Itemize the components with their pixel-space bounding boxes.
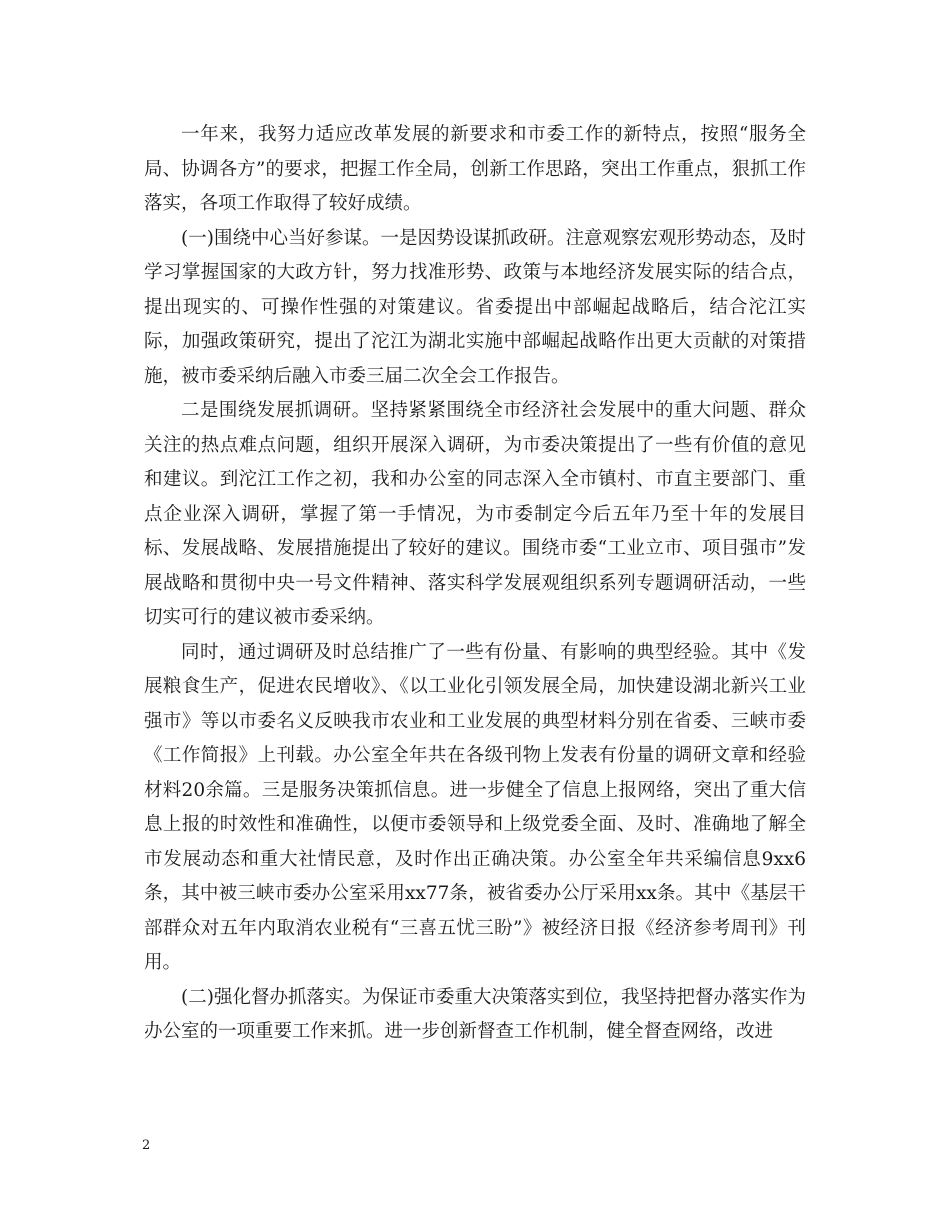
paragraph-intro: 一年来，我努力适应改革发展的新要求和市委工作的新特点，按照“服务全局、协调各方”的要求，把握工作全局，创新工作思路，突出工作重点，狠抓工作落实，各项工作取得了较好成绩。 (144, 124, 806, 214)
paragraph-experience: 同时，通过调研及时总结推广了一些有份量、有影响的典型经验。其中《发展粮食生产，促进农民增收》、《以工业化引领发展全局，加快建设湖北新兴工业强市》等以市委名义反映我市农业和工业发展的典型材料分别在省委、三峡市委《工作简报》上刊载。办公室全年共在各级刊物上发表有份量的调研文章和经验材料20余篇。三是服务决策抓信息。进一步健全了信息上报网络，突出了重大信息上报的时效性和准确性，以便市委领导和上级党委全面、及时、准确地了解全市发展动态和重大社情民意，及时作出正确决策。办公室全年共采编信息9xx6条，其中被三峡市委办公室采用xx77条，被省委办公厅采用xx条。其中《基层干部群众对五年内取消农业税有“三喜五忧三盼”》被经济日报《经济参考周刊》刊用。 (144, 641, 806, 973)
paragraph-section-one: (一)围绕中心当好参谋。一是因势设谋抓政研。注意观察宏观形势动态，及时学习掌握国家的大政方针，努力找准形势、政策与本地经济发展实际的结合点，提出现实的、可操作性强的对策建议。省委提出中部崛起战略后，结合沱江实际，加强政策研究，提出了沱江为湖北实施中部崛起战略作出更大贡献的对策措施，被市委采纳后融入市委三届二次全会工作报告。 (144, 227, 806, 387)
page-number: 2 (142, 1138, 151, 1153)
document-body (144, 118, 806, 1050)
paragraph-section-two: (二)强化督办抓落实。为保证市委重大决策落实到位，我坚持把督办落实作为办公室的一项重要工作来抓。进一步创新督查工作机制，健全督查网络，改进 (144, 986, 806, 1042)
paragraph-research: 二是围绕发展抓调研。坚持紧紧围绕全市经济社会发展中的重大问题、群众关注的热点难点问题，组织开展深入调研，为市委决策提出了一些有价值的意见和建议。到沱江工作之初，我和办公室的同志深入全市镇村、市直主要部门、重点企业深入调研，掌握了第一手情况，为市委制定今后五年乃至十年的发展目标、发展战略、发展措施提出了较好的建议。围绕市委“工业立市、项目强市”发展战略和贯彻中央一号文件精神、落实科学发展观组织系列专题调研活动，一些切实可行的建议被市委采纳。 (144, 400, 806, 628)
